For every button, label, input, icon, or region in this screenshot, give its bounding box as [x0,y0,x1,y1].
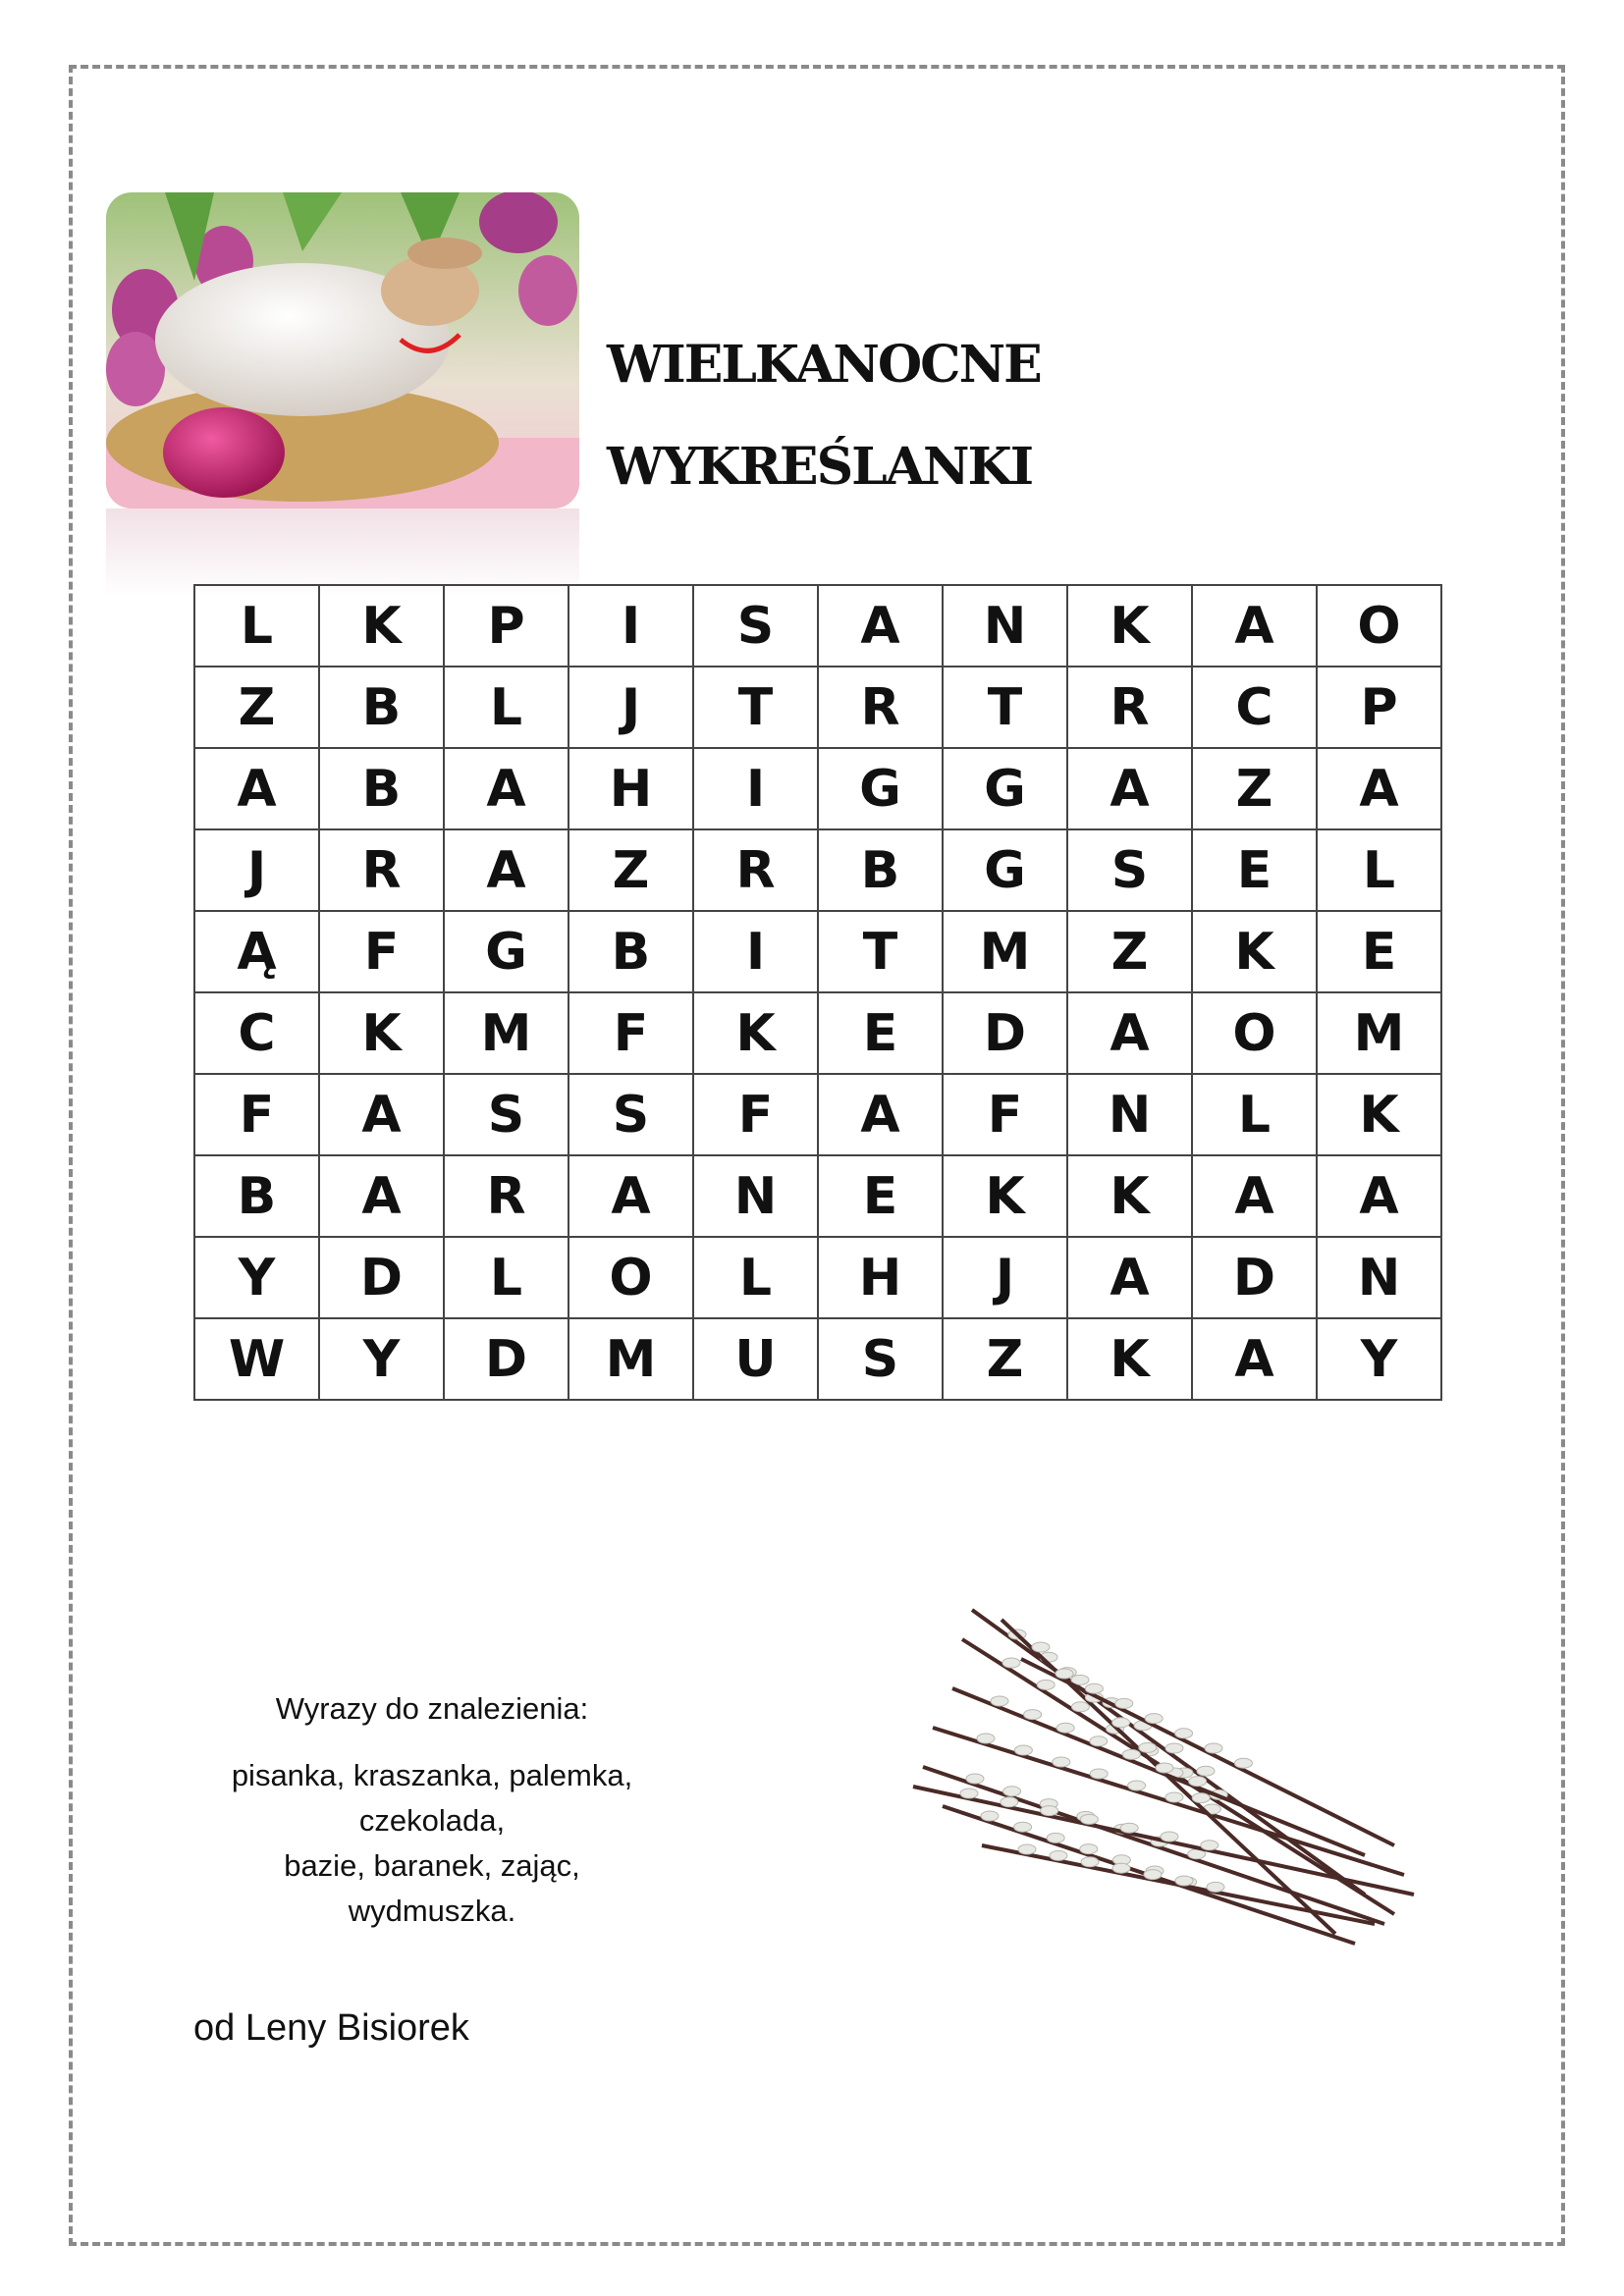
grid-cell: K [1192,911,1317,992]
grid-cell: K [1067,1318,1192,1400]
grid-cell: G [943,748,1067,829]
words-to-find [206,1686,658,1934]
grid-cell: T [943,667,1067,748]
grid-cell: J [194,829,319,911]
grid-cell: L [444,667,568,748]
grid-cell: M [568,1318,693,1400]
grid-cell: Z [1192,748,1317,829]
title-line-1: WIELKANOCNE [607,335,1041,395]
grid-cell: A [818,585,943,667]
grid-row [194,992,1441,1074]
grid-cell: Y [319,1318,444,1400]
grid-cell: E [1192,829,1317,911]
grid-cell: T [693,667,818,748]
grid-cell: P [444,585,568,667]
grid-cell: F [693,1074,818,1155]
grid-cell: H [568,748,693,829]
grid-cell: J [943,1237,1067,1318]
grid-cell: C [194,992,319,1074]
grid-row [194,911,1441,992]
grid-cell: B [319,748,444,829]
grid-cell: S [568,1074,693,1155]
grid-cell: R [1067,667,1192,748]
grid-cell: B [818,829,943,911]
grid-cell: K [319,585,444,667]
grid-cell: K [943,1155,1067,1237]
grid-cell: E [1317,911,1441,992]
grid-cell: G [818,748,943,829]
grid-cell: N [943,585,1067,667]
pussy-willow-image [903,1600,1424,1963]
grid-cell: I [693,748,818,829]
grid-cell: M [943,911,1067,992]
grid-cell: U [693,1318,818,1400]
grid-row [194,1155,1441,1237]
words-line-2: bazie, baranek, zając, wydmuszka. [284,1848,580,1928]
grid-cell: A [1067,748,1192,829]
grid-cell: Z [943,1318,1067,1400]
grid-cell: H [818,1237,943,1318]
grid-row [194,1237,1441,1318]
grid-cell: A [444,748,568,829]
grid-cell: S [818,1318,943,1400]
grid-cell: T [818,911,943,992]
grid-cell: D [943,992,1067,1074]
grid-row [194,585,1441,667]
grid-row [194,748,1441,829]
grid-cell: A [1067,1237,1192,1318]
grid-cell: F [319,911,444,992]
grid-cell: A [1067,992,1192,1074]
grid-cell: K [1067,1155,1192,1237]
grid-cell: K [1317,1074,1441,1155]
grid-cell: G [943,829,1067,911]
grid-cell: R [693,829,818,911]
grid-cell: A [194,748,319,829]
grid-cell: P [1317,667,1441,748]
grid-cell: C [1192,667,1317,748]
author-credit: od Leny Bisiorek [193,2007,469,2049]
grid-cell: R [444,1155,568,1237]
grid-cell: M [1317,992,1441,1074]
title-line-2: WYKREŚLANKI [607,437,1033,497]
grid-cell: N [693,1155,818,1237]
grid-cell: D [1192,1237,1317,1318]
grid-row [194,829,1441,911]
grid-row [194,667,1441,748]
grid-cell: L [194,585,319,667]
grid-cell: D [444,1318,568,1400]
grid-cell: F [194,1074,319,1155]
grid-row [194,1074,1441,1155]
grid-cell: K [1067,585,1192,667]
grid-cell: A [444,829,568,911]
grid-cell: L [444,1237,568,1318]
grid-cell: R [818,667,943,748]
grid-cell: Y [1317,1318,1441,1400]
grid-cell: O [568,1237,693,1318]
grid-cell: K [693,992,818,1074]
grid-cell: R [319,829,444,911]
easter-lamb-photo [106,192,579,508]
grid-cell: Z [1067,911,1192,992]
grid-cell: I [693,911,818,992]
grid-cell: I [568,585,693,667]
grid-cell: E [818,992,943,1074]
grid-cell: E [818,1155,943,1237]
grid-cell: N [1067,1074,1192,1155]
grid-cell: A [1317,748,1441,829]
grid-cell: M [444,992,568,1074]
grid-cell: A [568,1155,693,1237]
grid-cell: A [319,1074,444,1155]
grid-cell: S [693,585,818,667]
words-heading: Wyrazy do znalezienia: [275,1691,589,1726]
grid-cell: F [943,1074,1067,1155]
grid-cell: S [1067,829,1192,911]
grid-cell: F [568,992,693,1074]
grid-cell: A [818,1074,943,1155]
page-title [607,314,1041,518]
grid-cell: O [1317,585,1441,667]
grid-cell: A [319,1155,444,1237]
word-search-grid [193,584,1442,1401]
grid-cell: Y [194,1237,319,1318]
grid-cell: D [319,1237,444,1318]
grid-cell: Ą [194,911,319,992]
grid-cell: A [1317,1155,1441,1237]
grid-row [194,1318,1441,1400]
grid-cell: L [1317,829,1441,911]
grid-cell: L [1192,1074,1317,1155]
grid-cell: A [1192,585,1317,667]
words-line-1: pisanka, kraszanka, palemka, czekolada, [231,1758,633,1838]
grid-cell: Z [194,667,319,748]
grid-cell: A [1192,1318,1317,1400]
grid-cell: W [194,1318,319,1400]
grid-cell: L [693,1237,818,1318]
grid-cell: B [319,667,444,748]
grid-cell: K [319,992,444,1074]
grid-cell: G [444,911,568,992]
grid-cell: J [568,667,693,748]
grid-cell: O [1192,992,1317,1074]
grid-cell: N [1317,1237,1441,1318]
grid-cell: A [1192,1155,1317,1237]
grid-cell: S [444,1074,568,1155]
grid-cell: B [568,911,693,992]
grid-cell: B [194,1155,319,1237]
grid-cell: Z [568,829,693,911]
